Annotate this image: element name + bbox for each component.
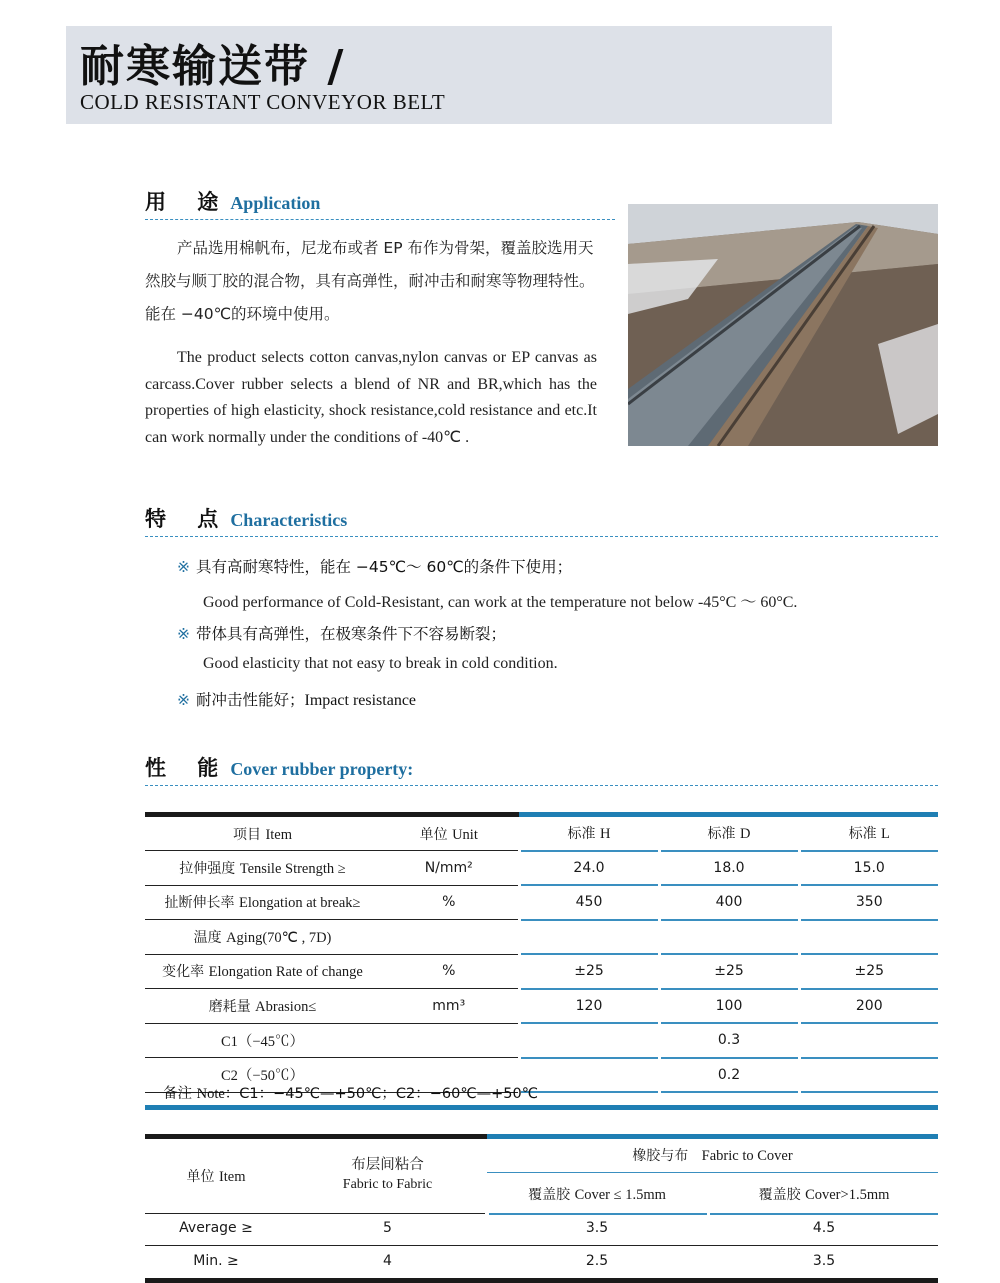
table-row: 磨耗量 Abrasion≤ mm³ 120 100 200 (145, 989, 938, 1024)
characteristic-2-en: Good elasticity that not easy to break in cold condition. (203, 655, 558, 672)
adhesion-header-cover-thin: 覆盖胶 Cover ≤ 1.5mm (528, 1187, 666, 1203)
property-heading-cn: 性 能 (145, 756, 231, 780)
page-subtitle: COLD RESISTANT CONVEYOR BELT (80, 90, 446, 114)
characteristics-divider (145, 536, 938, 537)
adhesion-header-fabric: 布层间粘合 Fabric to Fabric (342, 1157, 433, 1192)
conveyor-belt-photo (628, 204, 938, 446)
adhesion-cell: 4.5 (812, 1220, 836, 1236)
table-row: 扯断伸长率 Elongation at break≥ % 450 400 350 (145, 885, 938, 920)
adhesion-row-label: Average ≥ (179, 1220, 253, 1236)
adhesion-cell: 3.5 (812, 1253, 836, 1269)
table-row: C2（−50℃） 0.2 (145, 1058, 938, 1093)
adhesion-header-rule (145, 1213, 485, 1214)
property-divider (145, 785, 938, 786)
adhesion-bottom-rule (145, 1278, 938, 1283)
adhesion-top-rule (145, 1134, 487, 1139)
adhesion-header-rule-thick (710, 1213, 938, 1215)
adhesion-header-unit: 单位 Item (186, 1169, 246, 1185)
reference-mark-icon: ※ (177, 558, 190, 576)
table-bottom-rule (145, 1105, 938, 1110)
characteristic-1: ※ 具有高耐寒特性，能在 −45℃～ 60℃的条件下使用； (177, 558, 573, 576)
application-heading-cn: 用 途 (145, 190, 231, 214)
adhesion-group-rule (487, 1172, 938, 1173)
header-unit: 单位 Unit (380, 817, 519, 851)
page-title: 耐寒输送带 / (80, 41, 346, 92)
table-row: C1（−45℃） 0.3 (145, 1023, 938, 1058)
characteristic-2: ※ 带体具有高弹性，在极寒条件下不容易断裂； (177, 625, 507, 643)
header-item: 项目 Item (145, 817, 380, 851)
table-row: 拉伸强度 Tensile Strength ≥ N/mm² 24.0 18.0 15.0 (145, 851, 938, 886)
characteristics-heading (145, 503, 347, 533)
header-standard-l: 标准 L (799, 817, 938, 851)
table-note: 备注 Note：C1：−45℃—+50℃；C2：−60℃—+50℃ (163, 1086, 539, 1102)
adhesion-row-label: Min. ≥ (193, 1253, 239, 1269)
adhesion-cell: 2.5 (585, 1253, 609, 1269)
adhesion-header-cover-thick: 覆盖胶 Cover>1.5mm (758, 1187, 890, 1203)
application-heading-en: Application (230, 193, 321, 213)
characteristics-heading-cn: 特 点 (145, 507, 231, 531)
cover-property-table (145, 817, 938, 1093)
table-header-row (145, 817, 938, 851)
reference-mark-icon: ※ (177, 625, 190, 643)
adhesion-header-rule-thin (489, 1213, 707, 1215)
adhesion-header-cover-group: 橡胶与布 Fabric to Cover (632, 1148, 793, 1164)
adhesion-cell: 5 (383, 1220, 392, 1236)
application-text-cn: 产品选用棉帆布，尼龙布或者 EP 布作为骨架，覆盖胶选用天然胶与顺丁胶的混合物，具有高弹性，耐冲击和耐寒等物理特性。能在 −40℃的环境中使用。 (145, 239, 595, 323)
application-text-en: The product selects cotton canvas,nylon canvas or EP canvas as carcass.Cover rubber selects a blend of NR and BR,which has the properties of high elasticity, shock resistance,cold resistance and etc.It can work normally under the conditions of -40℃ . (145, 349, 597, 446)
header-standard-h: 标准 H (519, 817, 659, 851)
adhesion-cell: 4 (383, 1253, 392, 1269)
characteristic-1-en: Good performance of Cold-Resistant, can work at the temperature not below -45°C ～ 60°C. (203, 594, 798, 611)
property-heading (145, 752, 413, 782)
adhesion-cell: 3.5 (585, 1220, 609, 1236)
characteristics-heading-en: Characteristics (230, 510, 348, 530)
table-row: 变化率 Elongation Rate of change % ±25 ±25 ±25 (145, 954, 938, 989)
reference-mark-icon: ※ (177, 691, 190, 709)
application-divider (145, 219, 615, 220)
adhesion-top-rule-blue (487, 1134, 938, 1139)
header-standard-d: 标准 D (659, 817, 799, 851)
adhesion-row-rule (145, 1245, 938, 1246)
characteristic-3: ※ 耐冲击性能好；Impact resistance (177, 691, 417, 709)
application-heading (145, 186, 320, 216)
table-row: 温度 Aging(70℃ , 7D) (145, 920, 938, 955)
property-heading-en: Cover rubber property: (230, 759, 414, 779)
